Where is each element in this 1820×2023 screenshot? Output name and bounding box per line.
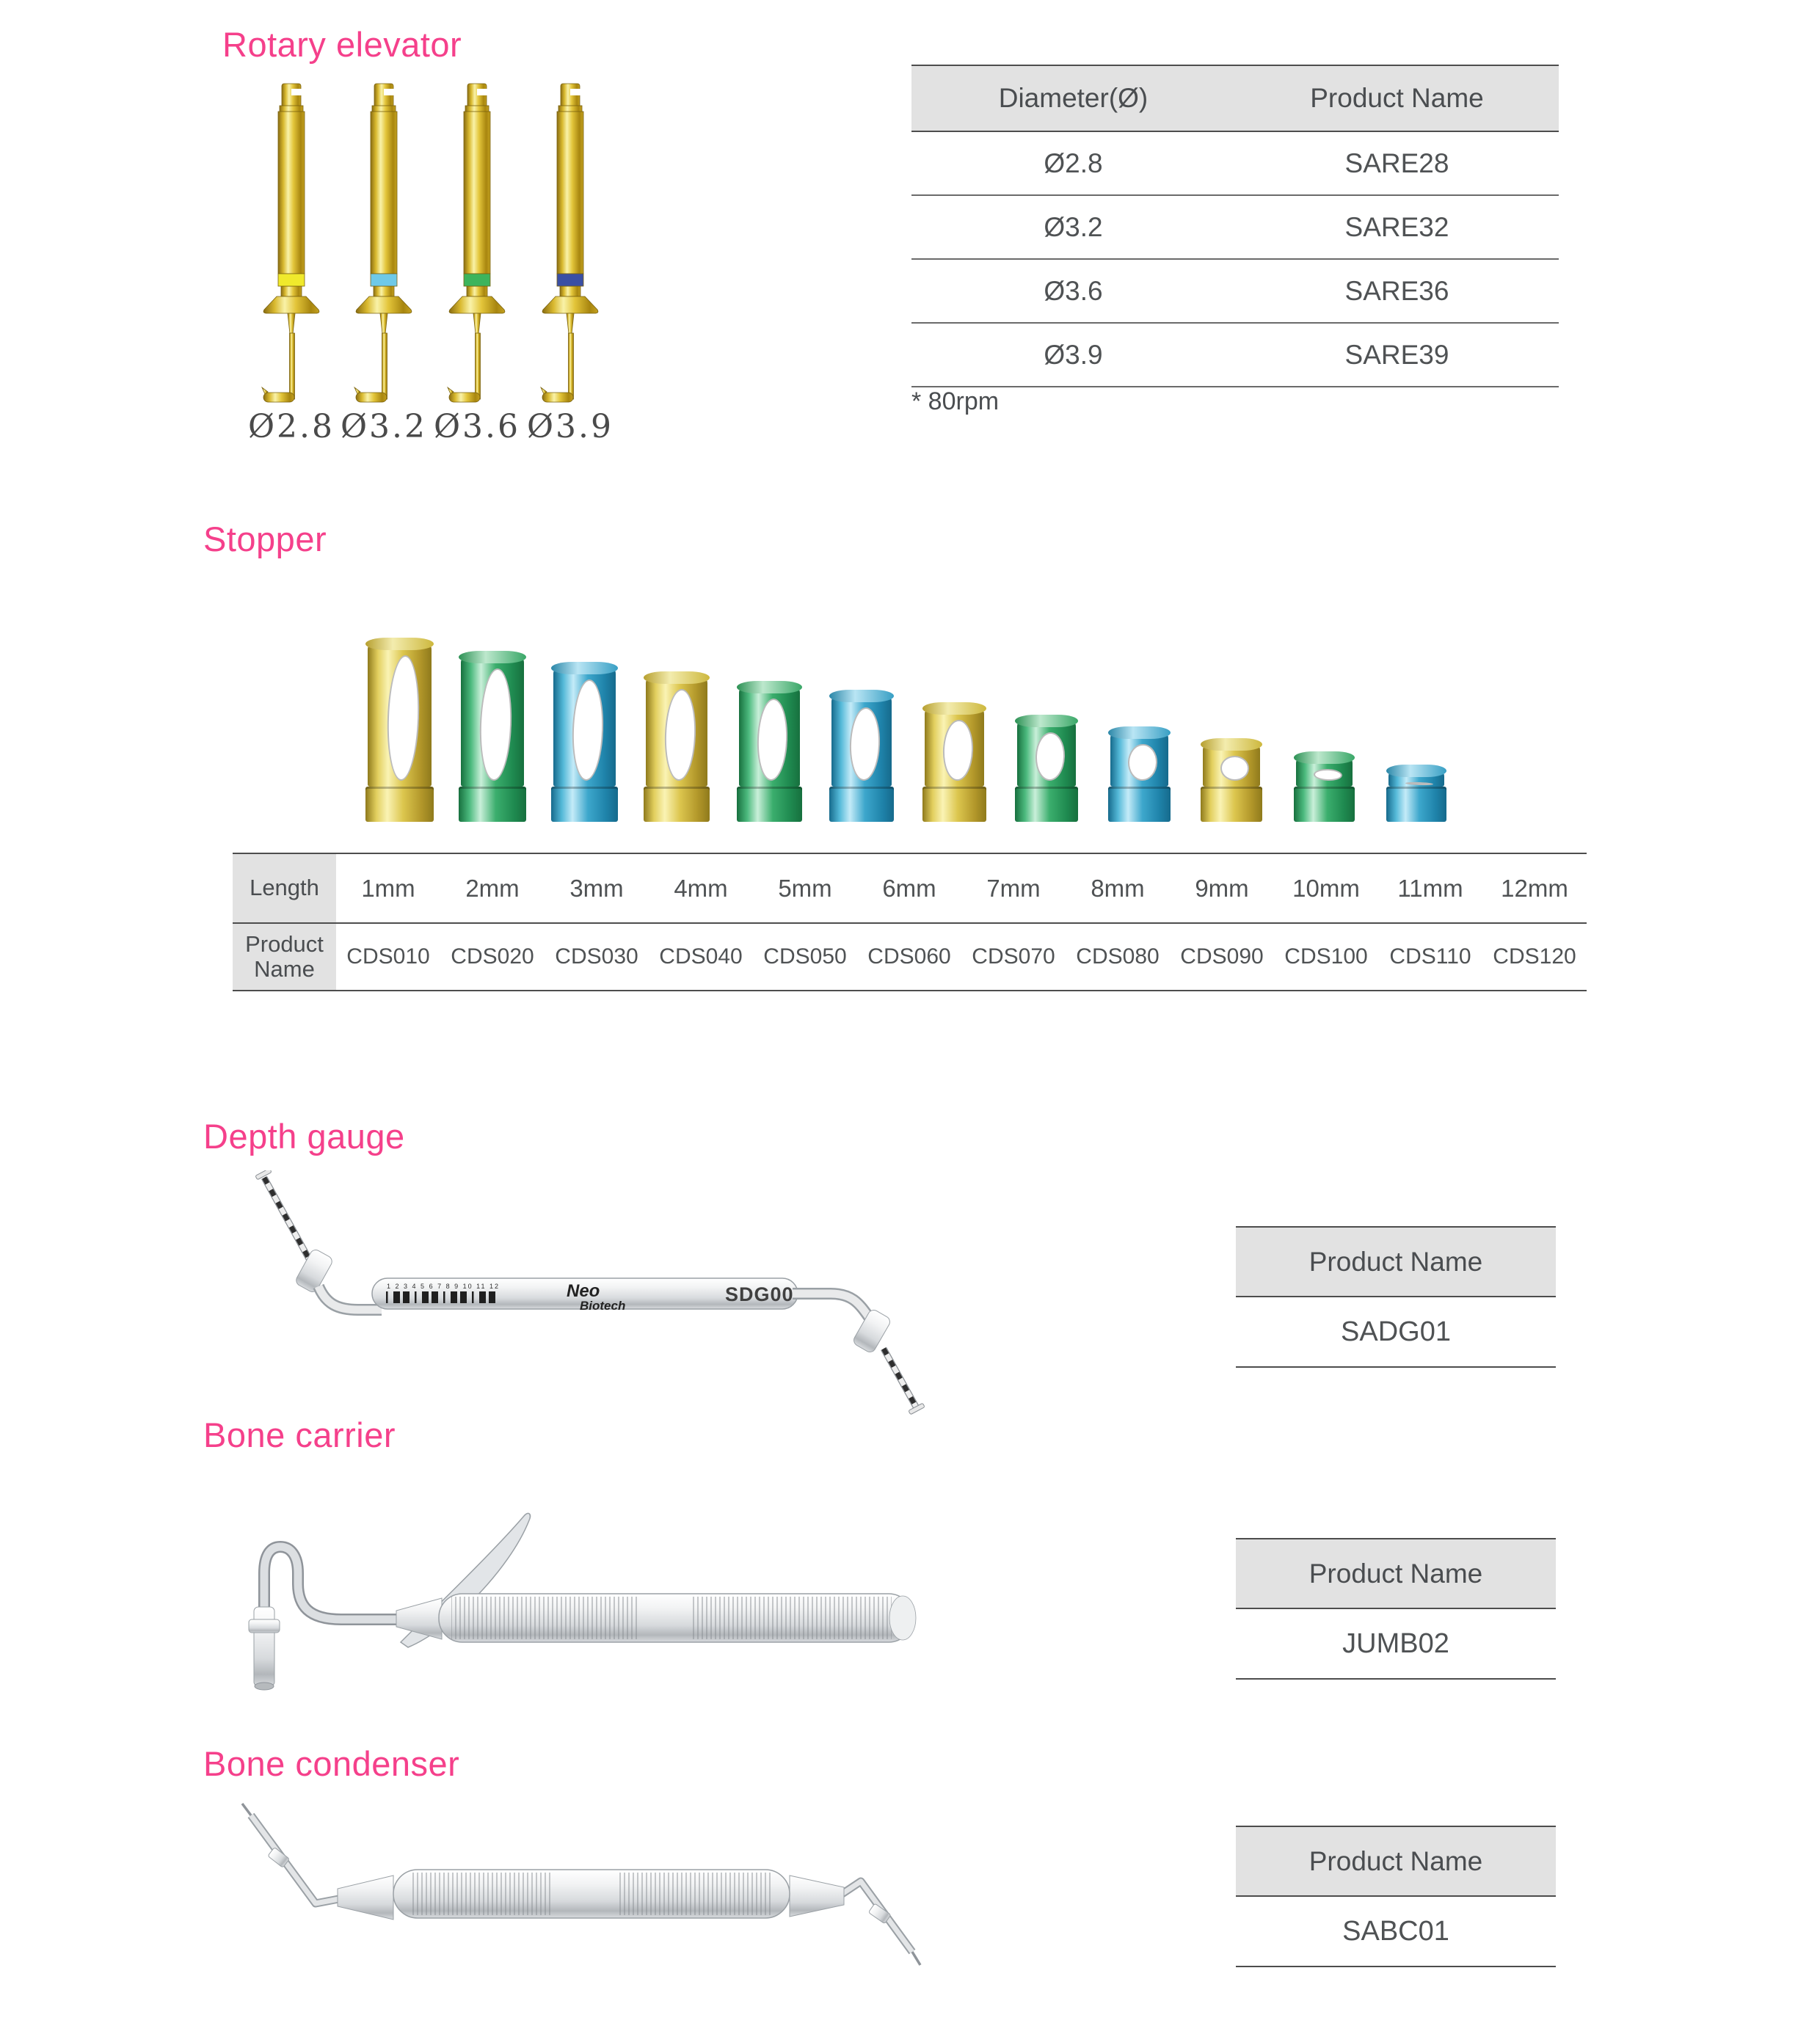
rotary-elevator-illustration-4 xyxy=(526,81,614,409)
stopper-illustration-4mm xyxy=(644,671,710,822)
rotary-elevator-table-header xyxy=(911,66,1559,132)
depth-gauge-heading: Depth gauge xyxy=(203,1117,405,1156)
stopper-illustration-10mm xyxy=(1201,738,1262,822)
length-row-label: Length xyxy=(233,854,336,922)
bone-carrier-product-table xyxy=(1236,1538,1556,1680)
bone-condenser-illustration xyxy=(205,1783,939,1996)
stopper-table xyxy=(233,853,1587,991)
product-value: SARE39 xyxy=(1344,339,1449,370)
table-row xyxy=(911,260,1559,324)
product-value: CDS040 xyxy=(659,944,743,969)
stopper-illustration-2mm xyxy=(459,651,526,822)
product-value: CDS020 xyxy=(451,944,534,969)
latch-notch xyxy=(384,89,394,95)
length-value: 12mm xyxy=(1501,874,1568,902)
product-value: SADG01 xyxy=(1236,1297,1556,1368)
diameter-value: Ø2.8 xyxy=(1044,147,1103,178)
stopper-illustration-3mm xyxy=(551,662,618,822)
diameter-label: Ø3.9 xyxy=(526,408,614,445)
bone-carrier-heading: Bone carrier xyxy=(203,1415,396,1454)
product-name-column-header: Product Name xyxy=(1236,1539,1556,1609)
rotary-elevator-heading: Rotary elevator xyxy=(222,25,462,64)
latch-notch xyxy=(477,89,487,95)
bone-carrier-illustration xyxy=(169,1497,991,1717)
product-name-column-header: Product Name xyxy=(1310,83,1484,113)
brand-logo-bottom: Biotech xyxy=(580,1299,626,1313)
diameter-value: Ø3.6 xyxy=(1044,275,1103,306)
latch-notch xyxy=(291,89,302,95)
product-name-column-header: Product Name xyxy=(1236,1827,1556,1897)
diameter-label: Ø3.6 xyxy=(433,408,521,445)
stopper-illustration-6mm xyxy=(829,690,894,822)
stopper-illustration-5mm xyxy=(737,681,802,822)
product-value: SARE36 xyxy=(1344,275,1449,306)
stopper-illustration-9mm xyxy=(1108,726,1171,822)
length-value: 8mm xyxy=(1091,874,1145,902)
product-value: CDS010 xyxy=(346,944,430,969)
length-value: 9mm xyxy=(1195,874,1249,902)
stopper-heading: Stopper xyxy=(203,520,327,558)
rotary-elevator-illustration-2 xyxy=(340,81,428,409)
stopper-illustration-1mm xyxy=(365,638,434,822)
bone-condenser-product-table xyxy=(1236,1826,1556,1967)
diameter-value: Ø3.9 xyxy=(1044,339,1103,370)
table-row xyxy=(911,132,1559,196)
table-row xyxy=(911,324,1559,387)
length-value: 5mm xyxy=(778,874,832,902)
product-value: SARE28 xyxy=(1344,147,1449,178)
length-value: 7mm xyxy=(986,874,1041,902)
stopper-illustration-11mm xyxy=(1294,751,1355,822)
length-value: 4mm xyxy=(674,874,728,902)
length-value: 3mm xyxy=(569,874,624,902)
product-value: CDS120 xyxy=(1493,944,1576,969)
table-row xyxy=(911,196,1559,260)
length-value: 6mm xyxy=(882,874,936,902)
length-value: 1mm xyxy=(361,874,415,902)
length-value: 11mm xyxy=(1397,874,1463,902)
rotary-elevator-illustration-3 xyxy=(433,81,521,409)
model-label: SDG00 xyxy=(725,1283,794,1305)
product-value: CDS060 xyxy=(867,944,951,969)
diameter-color-band xyxy=(278,274,305,286)
stopper-illustration-8mm xyxy=(1015,715,1078,822)
latch-notch xyxy=(570,89,580,95)
length-value: 2mm xyxy=(465,874,520,902)
diameter-color-band xyxy=(371,274,397,286)
length-value: 10mm xyxy=(1292,874,1360,902)
product-value: SARE32 xyxy=(1344,211,1449,242)
stopper-illustration-7mm xyxy=(922,702,986,822)
product-value: CDS080 xyxy=(1076,944,1160,969)
depth-gauge-illustration xyxy=(235,1170,939,1427)
product-value: CDS110 xyxy=(1389,944,1471,969)
diameter-column-header: Diameter(Ø) xyxy=(998,83,1149,113)
diameter-label: Ø2.8 xyxy=(247,408,335,445)
rpm-footnote: * 80rpm xyxy=(911,387,1000,415)
stopper-length-row xyxy=(233,854,1587,924)
product-value: CDS070 xyxy=(972,944,1055,969)
product-row-label: Product Name xyxy=(233,924,336,990)
product-value: CDS050 xyxy=(763,944,847,969)
rotary-elevator-table xyxy=(911,65,1559,387)
product-value: JUMB02 xyxy=(1236,1609,1556,1680)
diameter-color-band xyxy=(557,274,583,286)
diameter-label: Ø3.2 xyxy=(340,408,428,445)
product-value: CDS100 xyxy=(1284,944,1368,969)
stopper-illustration-12mm xyxy=(1386,765,1446,822)
product-value: SABC01 xyxy=(1236,1897,1556,1967)
diameter-value: Ø3.2 xyxy=(1044,211,1103,242)
diameter-color-band xyxy=(464,274,490,286)
product-value: CDS090 xyxy=(1180,944,1264,969)
depth-gauge-product-table xyxy=(1236,1226,1556,1368)
bone-condenser-heading: Bone condenser xyxy=(203,1744,460,1783)
ruler-numbers: 1 2 3 4 5 6 7 8 9 10 11 12 xyxy=(387,1283,498,1290)
product-value: CDS030 xyxy=(555,944,638,969)
product-name-column-header: Product Name xyxy=(1236,1228,1556,1297)
rotary-elevator-illustration-1 xyxy=(247,81,335,409)
brand-logo-top: Neo xyxy=(567,1281,600,1301)
stopper-product-row xyxy=(233,924,1587,991)
